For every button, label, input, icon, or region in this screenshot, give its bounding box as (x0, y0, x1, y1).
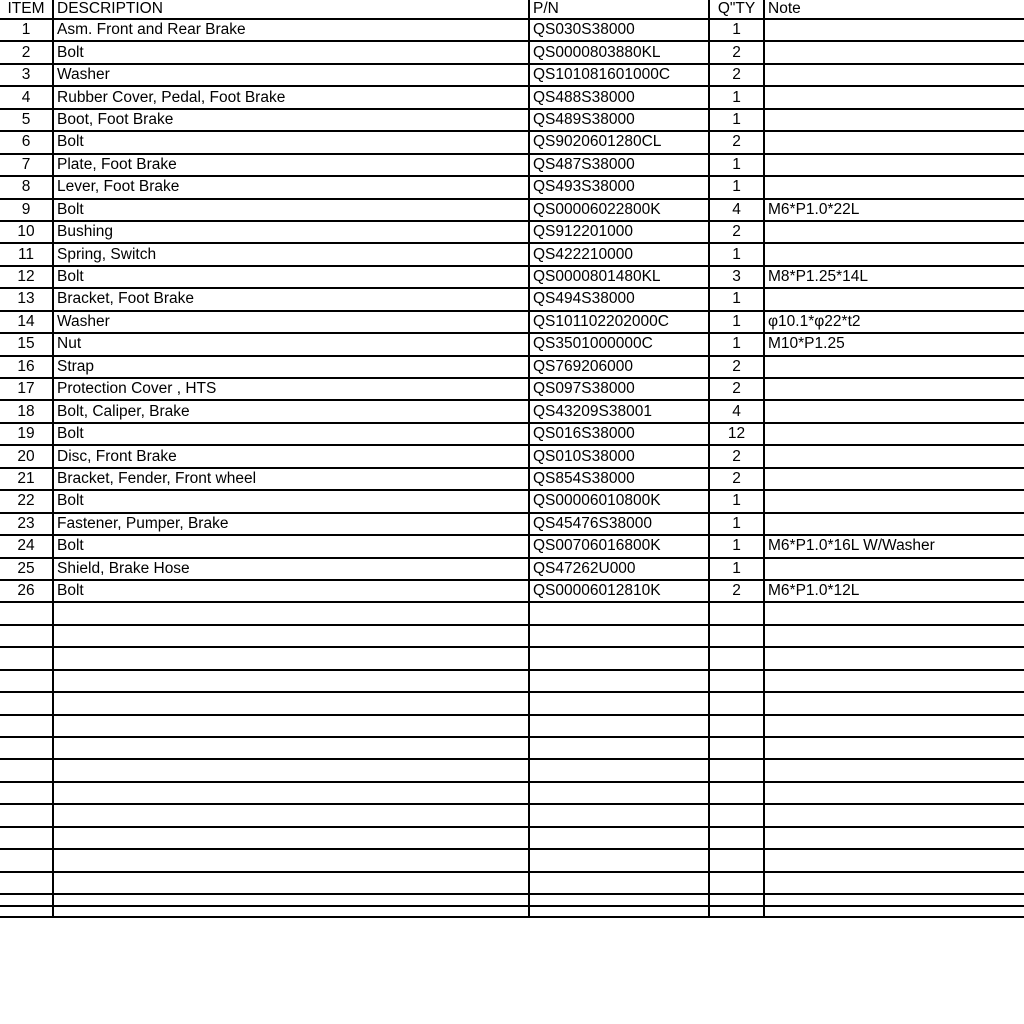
table-row (0, 490, 1024, 512)
description-cell: Bolt (53, 199, 529, 221)
table-row (0, 423, 1024, 445)
note-cell: M8*P1.25*14L (764, 266, 1024, 288)
description-cell (53, 759, 529, 781)
description-cell (53, 827, 529, 849)
item-cell: 26 (0, 580, 53, 602)
header-description: DESCRIPTION (53, 0, 529, 19)
note-cell (764, 154, 1024, 176)
quantity-cell: 1 (709, 558, 764, 580)
quantity-cell: 1 (709, 288, 764, 310)
item-cell: 14 (0, 311, 53, 333)
part-number-cell: QS488S38000 (529, 86, 709, 108)
table-row (0, 670, 1024, 692)
item-cell (0, 804, 53, 826)
quantity-cell: 2 (709, 445, 764, 467)
item-cell: 16 (0, 356, 53, 378)
item-cell: 5 (0, 109, 53, 131)
table-row (0, 468, 1024, 490)
note-cell: M10*P1.25 (764, 333, 1024, 355)
note-cell (764, 625, 1024, 647)
quantity-cell (709, 872, 764, 894)
note-cell (764, 221, 1024, 243)
table-row (0, 19, 1024, 41)
item-cell: 23 (0, 513, 53, 535)
header-quantity: Q"TY (709, 0, 764, 19)
note-cell (764, 41, 1024, 63)
quantity-cell (709, 715, 764, 737)
note-cell: φ10.1*φ22*t2 (764, 311, 1024, 333)
description-cell: Disc, Front Brake (53, 445, 529, 467)
table-row (0, 64, 1024, 86)
description-cell: Shield, Brake Hose (53, 558, 529, 580)
table-row (0, 109, 1024, 131)
part-number-cell: QS3501000000C (529, 333, 709, 355)
note-cell: M6*P1.0*22L (764, 199, 1024, 221)
item-cell (0, 827, 53, 849)
note-cell (764, 759, 1024, 781)
note-cell (764, 782, 1024, 804)
part-number-cell (529, 737, 709, 759)
table-row (0, 602, 1024, 624)
description-cell: Bracket, Foot Brake (53, 288, 529, 310)
description-cell: Bolt (53, 535, 529, 557)
description-cell (53, 872, 529, 894)
part-number-cell: QS010S38000 (529, 445, 709, 467)
quantity-cell (709, 759, 764, 781)
description-cell (53, 670, 529, 692)
note-cell (764, 670, 1024, 692)
table-row (0, 333, 1024, 355)
description-cell (53, 737, 529, 759)
quantity-cell: 4 (709, 400, 764, 422)
note-cell (764, 647, 1024, 669)
quantity-cell (709, 782, 764, 804)
part-number-cell (529, 872, 709, 894)
part-number-cell: QS45476S38000 (529, 513, 709, 535)
part-number-cell (529, 715, 709, 737)
part-number-cell (529, 692, 709, 714)
note-cell (764, 490, 1024, 512)
description-cell (53, 849, 529, 871)
table-row (0, 759, 1024, 781)
description-cell: Bolt (53, 423, 529, 445)
description-cell (53, 715, 529, 737)
part-number-cell: QS0000801480KL (529, 266, 709, 288)
table-row (0, 827, 1024, 849)
note-cell (764, 468, 1024, 490)
part-number-cell (529, 670, 709, 692)
part-number-cell: QS769206000 (529, 356, 709, 378)
item-cell (0, 849, 53, 871)
quantity-cell: 1 (709, 176, 764, 198)
item-cell (0, 715, 53, 737)
header-note: Note (764, 0, 1024, 19)
description-cell (53, 625, 529, 647)
table-row (0, 288, 1024, 310)
description-cell: Protection Cover , HTS (53, 378, 529, 400)
quantity-cell: 1 (709, 19, 764, 41)
part-number-cell (529, 804, 709, 826)
note-cell (764, 737, 1024, 759)
table-row (0, 782, 1024, 804)
table-row (0, 221, 1024, 243)
quantity-cell (709, 625, 764, 647)
table-row (0, 41, 1024, 63)
quantity-cell (709, 737, 764, 759)
note-cell (764, 356, 1024, 378)
table-row (0, 400, 1024, 422)
table-row (0, 199, 1024, 221)
item-cell (0, 625, 53, 647)
note-cell (764, 445, 1024, 467)
part-number-cell: QS854S38000 (529, 468, 709, 490)
quantity-cell: 1 (709, 311, 764, 333)
quantity-cell (709, 647, 764, 669)
description-cell: Bolt (53, 580, 529, 602)
item-cell: 3 (0, 64, 53, 86)
item-cell: 21 (0, 468, 53, 490)
header-part-number: P/N (529, 0, 709, 19)
note-cell (764, 827, 1024, 849)
item-cell: 6 (0, 131, 53, 153)
table-row (0, 154, 1024, 176)
table-row (0, 692, 1024, 714)
bottom-rule (0, 905, 1024, 907)
note-cell (764, 243, 1024, 265)
quantity-cell: 2 (709, 356, 764, 378)
quantity-cell: 2 (709, 131, 764, 153)
description-cell: Fastener, Pumper, Brake (53, 513, 529, 535)
note-cell (764, 288, 1024, 310)
table-row (0, 804, 1024, 826)
item-cell (0, 737, 53, 759)
item-cell: 7 (0, 154, 53, 176)
note-cell (764, 602, 1024, 624)
item-cell (0, 782, 53, 804)
description-cell: Bushing (53, 221, 529, 243)
note-cell: M6*P1.0*16L W/Washer (764, 535, 1024, 557)
quantity-cell: 12 (709, 423, 764, 445)
description-cell: Bolt (53, 41, 529, 63)
part-number-cell: QS422210000 (529, 243, 709, 265)
item-cell (0, 759, 53, 781)
table-row (0, 849, 1024, 871)
part-number-cell (529, 625, 709, 647)
note-cell (764, 378, 1024, 400)
quantity-cell: 2 (709, 221, 764, 243)
item-cell (0, 670, 53, 692)
table-row (0, 131, 1024, 153)
item-cell: 8 (0, 176, 53, 198)
quantity-cell: 2 (709, 468, 764, 490)
item-cell (0, 872, 53, 894)
table-row (0, 176, 1024, 198)
description-cell: Strap (53, 356, 529, 378)
item-cell: 12 (0, 266, 53, 288)
item-cell: 20 (0, 445, 53, 467)
item-cell: 1 (0, 19, 53, 41)
note-cell (764, 715, 1024, 737)
note-cell (764, 86, 1024, 108)
table-row (0, 535, 1024, 557)
note-cell: M6*P1.0*12L (764, 580, 1024, 602)
quantity-cell (709, 804, 764, 826)
table-row (0, 513, 1024, 535)
description-cell: Boot, Foot Brake (53, 109, 529, 131)
part-number-cell: QS101081601000C (529, 64, 709, 86)
quantity-cell: 1 (709, 109, 764, 131)
note-cell (764, 64, 1024, 86)
item-cell: 11 (0, 243, 53, 265)
description-cell: Washer (53, 64, 529, 86)
table-row (0, 737, 1024, 759)
part-number-cell: QS101102202000C (529, 311, 709, 333)
description-cell: Spring, Switch (53, 243, 529, 265)
part-number-cell (529, 759, 709, 781)
part-number-cell (529, 827, 709, 849)
quantity-cell (709, 670, 764, 692)
part-number-cell (529, 782, 709, 804)
part-number-cell: QS030S38000 (529, 19, 709, 41)
part-number-cell: QS47262U000 (529, 558, 709, 580)
item-cell: 4 (0, 86, 53, 108)
note-cell (764, 804, 1024, 826)
description-cell: Bracket, Fender, Front wheel (53, 468, 529, 490)
part-number-cell: QS489S38000 (529, 109, 709, 131)
description-cell (53, 692, 529, 714)
description-cell: Bolt (53, 490, 529, 512)
item-cell: 18 (0, 400, 53, 422)
quantity-cell: 1 (709, 513, 764, 535)
item-cell: 15 (0, 333, 53, 355)
table-row (0, 86, 1024, 108)
part-number-cell: QS097S38000 (529, 378, 709, 400)
quantity-cell: 1 (709, 490, 764, 512)
description-cell: Bolt (53, 131, 529, 153)
header-item: ITEM (0, 0, 53, 19)
part-number-cell (529, 849, 709, 871)
part-number-cell: QS00006010800K (529, 490, 709, 512)
note-cell (764, 423, 1024, 445)
table-row (0, 356, 1024, 378)
item-cell: 17 (0, 378, 53, 400)
table-row (0, 243, 1024, 265)
description-cell (53, 782, 529, 804)
table-row (0, 647, 1024, 669)
item-cell (0, 602, 53, 624)
part-number-cell: QS0000803880KL (529, 41, 709, 63)
item-cell: 24 (0, 535, 53, 557)
quantity-cell: 1 (709, 243, 764, 265)
quantity-cell: 1 (709, 154, 764, 176)
quantity-cell: 3 (709, 266, 764, 288)
description-cell: Washer (53, 311, 529, 333)
table-row (0, 445, 1024, 467)
note-cell (764, 872, 1024, 894)
part-number-cell: QS43209S38001 (529, 400, 709, 422)
quantity-cell: 4 (709, 199, 764, 221)
item-cell: 13 (0, 288, 53, 310)
note-cell (764, 849, 1024, 871)
part-number-cell: QS494S38000 (529, 288, 709, 310)
description-cell: Asm. Front and Rear Brake (53, 19, 529, 41)
table-row (0, 311, 1024, 333)
part-number-cell: QS912201000 (529, 221, 709, 243)
table-row (0, 558, 1024, 580)
note-cell (764, 109, 1024, 131)
quantity-cell (709, 827, 764, 849)
part-number-cell: QS00006012810K (529, 580, 709, 602)
table-row (0, 378, 1024, 400)
description-cell: Bolt, Caliper, Brake (53, 400, 529, 422)
part-number-cell (529, 602, 709, 624)
quantity-cell (709, 692, 764, 714)
quantity-cell: 2 (709, 41, 764, 63)
item-cell: 19 (0, 423, 53, 445)
table-row (0, 580, 1024, 602)
quantity-cell: 1 (709, 86, 764, 108)
note-cell (764, 558, 1024, 580)
table-row (0, 715, 1024, 737)
description-cell: Plate, Foot Brake (53, 154, 529, 176)
item-cell (0, 692, 53, 714)
part-number-cell: QS00706016800K (529, 535, 709, 557)
description-cell: Lever, Foot Brake (53, 176, 529, 198)
description-cell: Rubber Cover, Pedal, Foot Brake (53, 86, 529, 108)
note-cell (764, 692, 1024, 714)
part-number-cell: QS493S38000 (529, 176, 709, 198)
description-cell: Nut (53, 333, 529, 355)
table-row (0, 266, 1024, 288)
quantity-cell (709, 849, 764, 871)
part-number-cell: QS016S38000 (529, 423, 709, 445)
header-row (0, 0, 1024, 19)
description-cell (53, 804, 529, 826)
description-cell: Bolt (53, 266, 529, 288)
description-cell (53, 647, 529, 669)
part-number-cell: QS487S38000 (529, 154, 709, 176)
table-row (0, 625, 1024, 647)
item-cell (0, 647, 53, 669)
quantity-cell: 1 (709, 535, 764, 557)
part-number-cell (529, 647, 709, 669)
item-cell: 10 (0, 221, 53, 243)
parts-body (0, 19, 1024, 917)
quantity-cell: 2 (709, 580, 764, 602)
description-cell (53, 602, 529, 624)
item-cell: 9 (0, 199, 53, 221)
quantity-cell: 2 (709, 378, 764, 400)
note-cell (764, 513, 1024, 535)
part-number-cell: QS9020601280CL (529, 131, 709, 153)
item-cell: 2 (0, 41, 53, 63)
quantity-cell: 2 (709, 64, 764, 86)
table-row (0, 872, 1024, 894)
note-cell (764, 400, 1024, 422)
note-cell (764, 176, 1024, 198)
note-cell (764, 19, 1024, 41)
quantity-cell: 1 (709, 333, 764, 355)
item-cell: 25 (0, 558, 53, 580)
quantity-cell (709, 602, 764, 624)
part-number-cell: QS00006022800K (529, 199, 709, 221)
note-cell (764, 131, 1024, 153)
item-cell: 22 (0, 490, 53, 512)
